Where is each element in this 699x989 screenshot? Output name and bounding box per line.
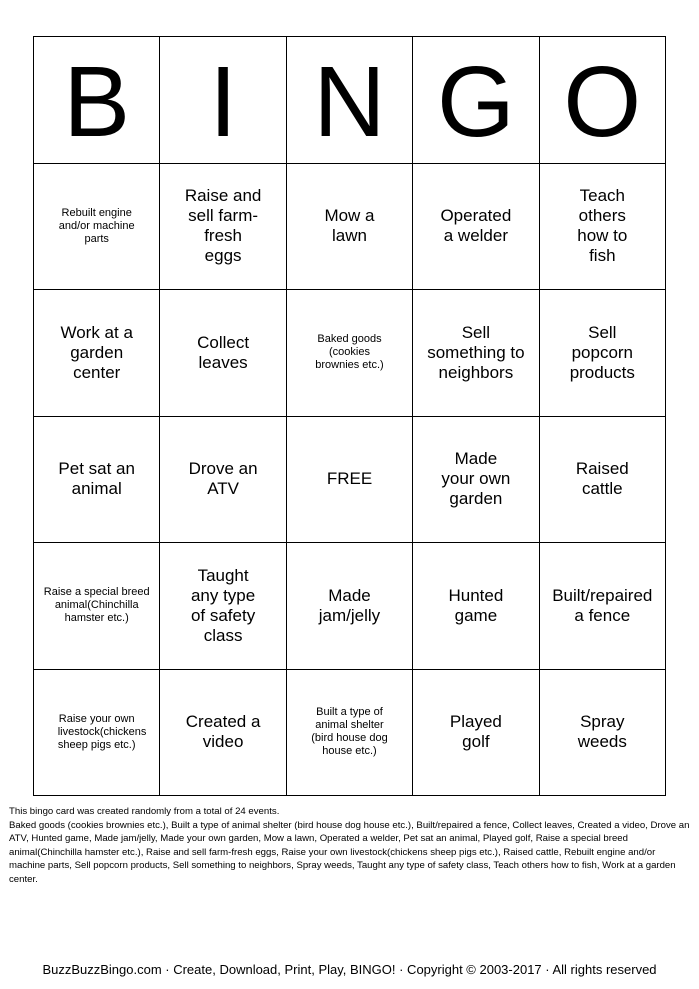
cell-text: Drove an ATV <box>188 459 258 499</box>
header-letter-b: B <box>34 37 160 164</box>
bingo-cell <box>413 543 539 670</box>
bingo-cell <box>160 290 286 417</box>
bingo-cell <box>287 543 413 670</box>
bingo-cell <box>287 670 413 797</box>
bingo-cell <box>413 417 539 544</box>
bingo-cell <box>287 164 413 291</box>
cell-text: Created a video <box>185 712 261 752</box>
cell-text: Built a type of animal shelter (bird house dog house etc.) <box>311 706 388 758</box>
header-letter-g: G <box>413 37 539 164</box>
bingo-cell <box>34 670 160 797</box>
bingo-cell <box>160 417 286 544</box>
cell-text: Taught any type of safety class <box>190 565 256 645</box>
bingo-cell <box>34 290 160 417</box>
free-space <box>287 417 413 544</box>
cell-text: Collect leaves <box>197 332 250 372</box>
cell-text: Pet sat an animal <box>58 459 135 499</box>
bingo-card <box>33 36 666 796</box>
cell-text: Raise your own livestock(chickens sheep pigs etc.) <box>57 712 147 751</box>
cell-text: Played golf <box>449 712 502 752</box>
bingo-cell <box>540 164 666 291</box>
bingo-cell <box>540 670 666 797</box>
bingo-cell <box>540 417 666 544</box>
bingo-cell <box>540 290 666 417</box>
bingo-cell <box>413 670 539 797</box>
events-text: Baked goods (cookies brownies etc.), Built a type of animal shelter (bird house dog house etc.), Built/repaired a fence, Collect leaves, Created a video, Drove an ATV, Hunted game, Made jam/jelly, Made your own garden, Mow a lawn, Operated a welder, Pet sat an animal, Played golf, Raise a special breed animal(Chinchilla hamster etc.), Raise and sell farm-fresh eggs, Raise your own livestock(chickens sheep pigs etc.), Raised cattle, Rebuilt engine and/or machine parts, Sell popcorn products, Sell something to neighbors, Spray weeds, Taught any type of safety class, Teach others how to fish, Work at a garden center. <box>9 819 690 885</box>
bingo-cell <box>160 670 286 797</box>
header-letter-o: O <box>540 37 666 164</box>
bingo-cell <box>34 543 160 670</box>
bingo-cell <box>540 543 666 670</box>
cell-text: Built/repaired a fence <box>552 585 653 625</box>
cell-text: Operated a welder <box>440 206 512 246</box>
cell-text: Hunted game <box>448 585 504 625</box>
cell-text: Baked goods (cookies brownies etc.) <box>315 333 384 372</box>
bingo-cell <box>413 164 539 291</box>
cell-text: FREE <box>326 469 373 489</box>
cell-text: Mow a lawn <box>324 206 375 246</box>
bingo-cell <box>413 290 539 417</box>
cell-text: Spray weeds <box>577 712 627 752</box>
cell-text: Sell something to neighbors <box>427 322 525 382</box>
cell-text: Teach others how to fish <box>577 186 628 266</box>
site-credits: BuzzBuzzBingo.com · Create, Download, Print, Play, BINGO! · Copyright © 2003-2017 · All rights reserved <box>42 962 657 977</box>
cell-text: Made jam/jelly <box>318 585 381 625</box>
bingo-cell <box>160 164 286 291</box>
header-letter-i: I <box>160 37 286 164</box>
events-summary: This bingo card was created randomly from a total of 24 events. <box>9 806 280 817</box>
bingo-cell <box>34 417 160 544</box>
events-list <box>9 805 692 887</box>
cell-text: Rebuilt engine and/or machine parts <box>58 206 135 245</box>
cell-text: Raise a special breed animal(Chinchilla hamster etc.) <box>43 586 150 625</box>
bingo-cell <box>287 290 413 417</box>
bingo-cell <box>160 543 286 670</box>
cell-text: Made your own garden <box>441 449 511 509</box>
cell-text: Work at a garden center <box>60 322 133 382</box>
bingo-cell <box>34 164 160 291</box>
cell-text: Sell popcorn products <box>569 322 635 382</box>
cell-text: Raise and sell farm-fresh eggs <box>184 186 262 266</box>
cell-text: Raised cattle <box>575 459 629 499</box>
header-letter-n: N <box>287 37 413 164</box>
